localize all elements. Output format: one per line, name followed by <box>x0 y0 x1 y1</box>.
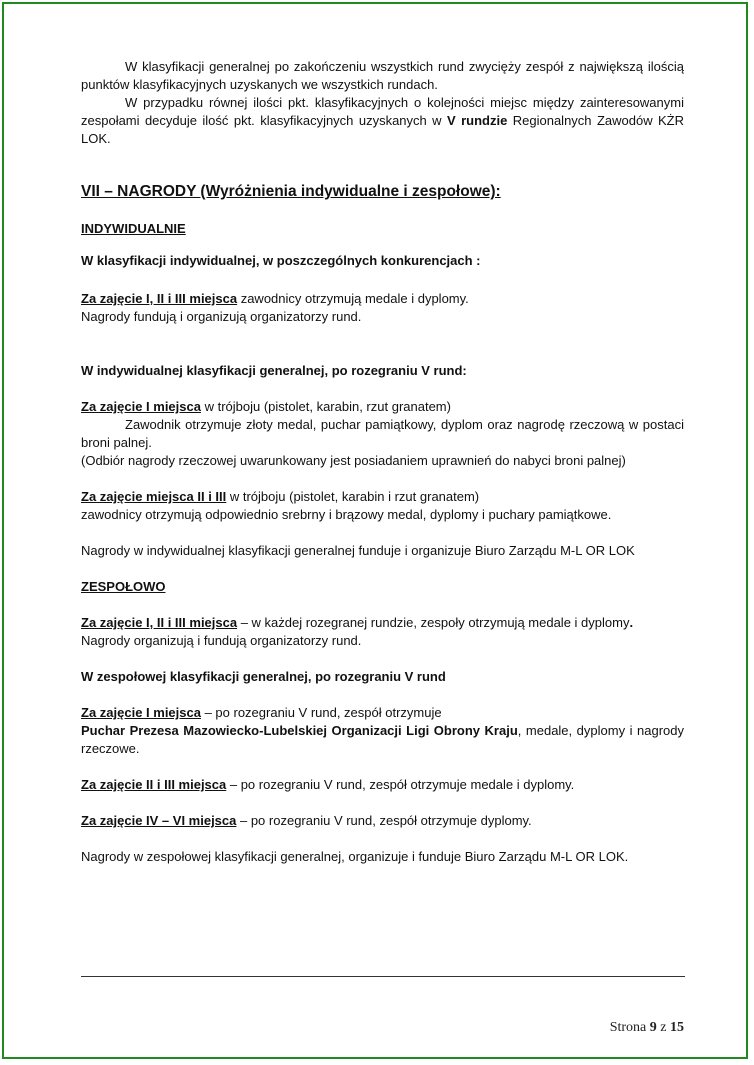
section-title: VII – NAGRODY (Wyróżnienia indywidualne i zespołowe): <box>81 183 501 200</box>
paragraph-tie-break <box>81 94 684 148</box>
places-label: Za zajęcie IV – VI miejsca <box>81 813 237 828</box>
team-first-prize <box>81 722 684 758</box>
individual-per-competition-heading: W klasyfikacji indywidualnej, w poszczególnych konkurencjach : <box>81 253 481 268</box>
team-places-123 <box>81 614 684 632</box>
places-text: – po rozegraniu V rund, zespół otrzymuje dyplomy. <box>236 813 532 828</box>
footer-divider <box>81 976 685 977</box>
page-number <box>610 1020 684 1036</box>
places-label: Za zajęcie II i III miejsca <box>81 777 227 792</box>
of-word: z <box>660 1020 667 1035</box>
places-text: – po rozegraniu V rund, zespół otrzymuje <box>200 705 442 720</box>
places-label: Za zajęcie I, II i III miejsca <box>81 291 238 306</box>
document-body <box>81 58 684 866</box>
individual-general-heading: W indywidualnej klasyfikacji generalnej, po rozegraniu V rund: <box>81 363 467 378</box>
current-page: 9 <box>649 1020 657 1035</box>
places-label: Za zajęcie miejsca II i III <box>81 489 227 504</box>
team-general-heading: W zespołowej klasyfikacji generalnej, po rozegraniu V rund <box>81 669 446 684</box>
places-text: zawodnicy otrzymują medale i dyplomy. <box>237 291 469 306</box>
paragraph-general-classification <box>81 58 684 94</box>
team-places-123-funding: Nagrody organizują i fundują organizatorzy rund. <box>81 633 362 648</box>
paragraph-text: Regionalnych Zawodów KŻR LOK. <box>81 113 685 146</box>
team-general-funding: Nagrody w zespołowej klasyfikacji generalnej, organizuje i funduje Biuro Zarządu M-L OR LOK. <box>81 849 629 864</box>
individual-first-note: (Odbiór nagrody rzeczowej uwarunkowany jest posiadaniem uprawnień do nabyci broni palnej) <box>81 453 626 468</box>
places-text: – po rozegraniu V rund, zespół otrzymuje medale i dyplomy. <box>226 777 575 792</box>
individual-general-funding: Nagrody w indywidualnej klasyfikacji generalnej funduje i organizuje Biuro Zarządu M-L OR LOK <box>81 543 635 558</box>
cup-name: Puchar Prezesa Mazowiecko-Lubelskiej Organizacji Ligi Obrony Kraju <box>81 723 518 738</box>
individual-second-third <box>81 488 684 506</box>
places-label: Za zajęcie I, II i III miejsca <box>81 615 238 630</box>
team-first-place <box>81 704 684 722</box>
individual-second-third-prize: zawodnicy otrzymują odpowiednio srebrny i brązowy medal, dyplomy i puchary pamiątkowe. <box>81 507 612 522</box>
paragraph-text: W klasyfikacji generalnej po zakończeniu wszystkich rund zwycięży zespół z największą ilością punktów klasyfikacyjnych uzyskanych we wszystkich rundach. <box>81 59 684 92</box>
team-heading: ZESPOŁOWO <box>81 579 166 594</box>
places-label: Za zajęcie I miejsca <box>81 399 201 414</box>
bold-round: V rundzie <box>447 113 508 128</box>
places-text: , medale, dyplomy i nagrody rzeczowe. <box>81 723 684 756</box>
places-label: Za zajęcie I miejsca <box>81 705 201 720</box>
individual-first-prize: Zawodnik otrzymuje złoty medal, puchar pamiątkowy, dyplom oraz nagrodę rzeczową w postaci broni palnej. <box>81 417 684 450</box>
paragraph-text: W przypadku równej ilości pkt. klasyfikacyjnych o kolejności miejsc między zainteresowanymi zespołami decyduje ilość pkt. klasyfikacyjnych uzyskanych w <box>81 95 684 128</box>
team-second-third <box>81 776 684 794</box>
page-word: Strona <box>609 1020 647 1035</box>
team-fourth-sixth <box>81 812 684 830</box>
individual-first-place <box>81 398 684 416</box>
individual-heading: INDYWIDUALNIE <box>81 221 186 236</box>
total-pages: 15 <box>670 1020 684 1035</box>
individual-places-123 <box>81 290 684 308</box>
individual-places-123-funding: Nagrody fundują i organizują organizatorzy rund. <box>81 309 362 324</box>
places-text: . <box>629 615 634 630</box>
places-text: w trójboju (pistolet, karabin, rzut granatem) <box>200 399 451 414</box>
places-text: – w każdej rozegranej rundzie, zespoły otrzymują medale i dyplomy <box>237 615 630 630</box>
places-text: w trójboju (pistolet, karabin i rzut granatem) <box>226 489 480 504</box>
